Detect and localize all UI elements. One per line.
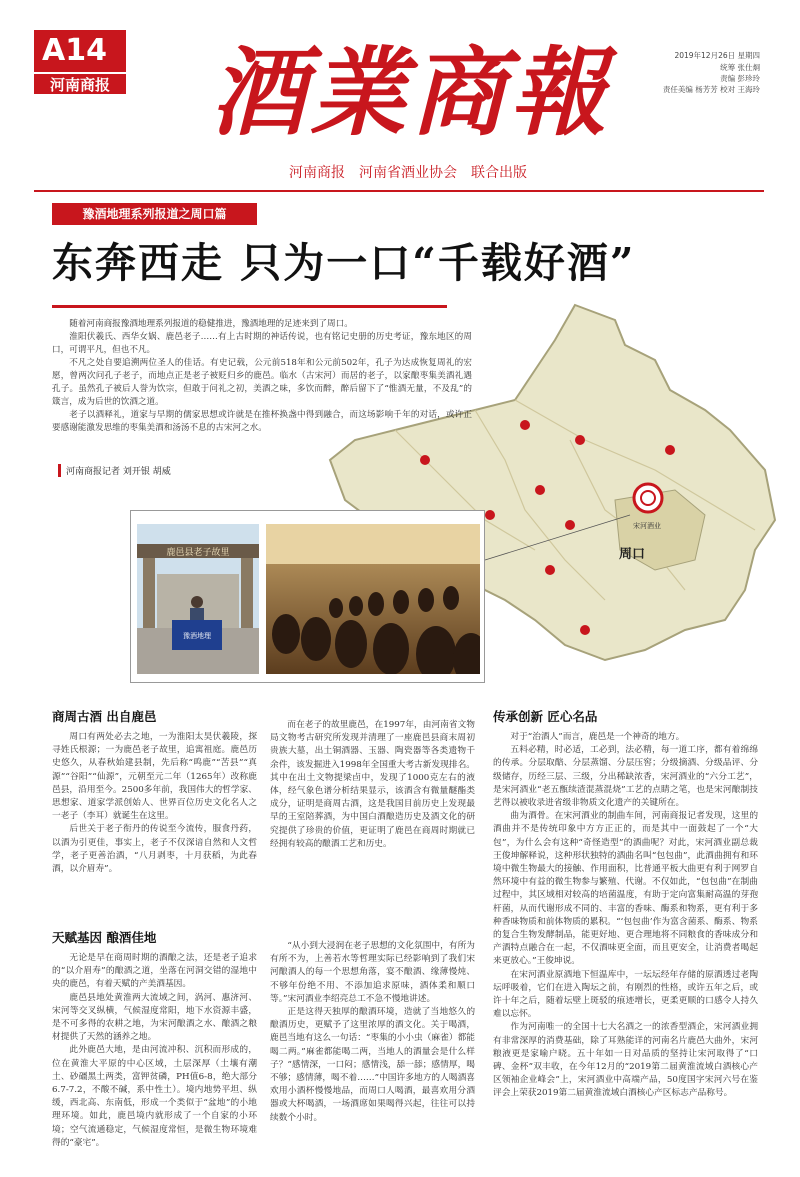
staff-line: 责任美编 杨芳芳 校对 王海玲	[662, 85, 760, 94]
publishers-line: 河南商报 河南省酒业协会 联合出版	[289, 165, 527, 181]
staff-line: 责编 彭珍玲	[720, 74, 760, 83]
city-marker	[420, 455, 430, 465]
page-number: A14	[34, 30, 126, 72]
intro-text	[52, 318, 472, 435]
banner-text: 豫酒地理	[183, 632, 211, 640]
city-marker	[545, 565, 555, 575]
photo-laozi-gate	[137, 524, 259, 674]
intro-paragraph: 不凡之处自要追溯两位圣人的佳话。有史记载，公元前518年和公元前502年，孔子为达成恢复周礼的宏愿，曾两次问孔子老子，而地点正是老子被贬归乡的鹿邑。临水（古宋河）而居的老子，以家酿枣集美酒礼遇孔子。虽然孔子被后人誉为饮宗，但敢于问礼之初，美酒之味，多饮而醉，醉后留下了“惟酒无量，不及乱”的箴言，成为后世的饮酒之道。	[52, 358, 472, 407]
paper-name-logo: 河南商报	[34, 72, 126, 94]
city-marker	[580, 625, 590, 635]
city-marker	[565, 520, 575, 530]
section-body	[52, 731, 257, 876]
paragraph: 此外鹿邑大地，是由河流冲积、沉积而形成的，位在黄淮大平原的中心区域，土层深厚（土壤有潮土、砂礓黑土两类，富钾贫磷，PH值6-8，绝大部分6.7-7.2，不酸不碱，系中性土）。境内地势平坦、纵缓，西北高、东南低，形成一个类似于“盆地”的小地理环境。如此，鹿邑境内就形成了一个自家的小环境；空气流通稳定，气候湿度常恒，是微生物环境难得的“豪宅”。	[52, 1045, 257, 1148]
brand-label: 宋河酒业	[633, 522, 661, 530]
section-title: 商周古酒 出自鹿邑	[52, 709, 157, 724]
section-body	[270, 940, 475, 1125]
paragraph: 作为河南唯一的全国十七大名酒之一的浓香型酒企，宋河酒业拥有非常深厚的消费基础，除了耳熟能详的河南名片鹿邑大曲外，宋河粮液更是家喻户晓。五十年如一日对品质的坚持让宋河取得了“口碑、金杯”双丰收，在今年12月的“2019第二届黄淮流域白酒核心产区领袖企业峰会”上，宋河酒业中高端产品，50度国字宋河六号在鉴评会上荣获2019第二届黄淮流域白酒核心产区标志产品称号。	[493, 1022, 758, 1099]
section-title: 传承创新 匠心名品	[493, 709, 598, 724]
section-body	[270, 719, 475, 851]
paragraph: 无论是早在商周时期的酒酿之法，还是老子追求的“以介眉寿”的酿酒之道，坐落在河洞交错的湿地中央的鹿邑，有着天赋的产美酒基因。	[52, 953, 257, 990]
gate-sign-text: 鹿邑县老子故里	[166, 548, 230, 558]
paragraph: “从小到大浸润在老子思想的文化氛围中，有所为有所不为，上善若水等哲理实际已经影响到了我们宋河酿酒人的每一个思想角落，宴不酿酒、缘薄慢炖、不够年份绝不用、不添加追求原味，酒体柔和顺口等。”宋河酒业李绍亮总工不急不慢地讲述。	[270, 941, 475, 1004]
staff-list	[640, 62, 760, 95]
songhe-logo	[634, 484, 662, 512]
section-body	[493, 731, 758, 1101]
intro-paragraph: 老子以酒释礼，道家与早期的儒家思想或许就是在推杯换盏中得到融合，而这场影响千年的对话，或许正要感谢能激发思维的枣集美酒和汤汤不息的古宋河之水。	[52, 410, 472, 433]
city-marker	[535, 485, 545, 495]
intro-paragraph: 淮阳伏羲氏、西华女娲、鹿邑老子……有上古时期的神话传说，也有铭记史册的历史考证，豫东地区的周口，可谓平凡，但也不凡。	[52, 332, 472, 355]
paragraph: 鹿邑县地处黄淮两大流域之间，涡河、惠济河、宋河等交叉纵横，气候湿度常阳，地下水资源丰盛，是不可多得的农耕之地，为宋河酿酒之水、酿酒之粮材提供了天然的涵养之地。	[52, 992, 257, 1043]
city-marker	[575, 435, 585, 445]
paragraph: 五料必精，时必适，工必到，法必精，每一道工序，都有着绵绵的传承。分层取醅、分层蒸馏、分层压窖；分级摘酒、分级品评、分级储存，历经三层、三级，分出稀缺浓香，宋河酒业的“六分工艺”，是宋河酒业“老五甑续渣混蒸混烧”工艺的点睛之笔，也是宋河酿制技艺得以被收录进省级非物质文化遗产的关键所在。	[493, 745, 758, 809]
masthead-title: 酒業商報	[210, 36, 610, 149]
photo-wine-cellar	[266, 524, 480, 674]
section-body	[52, 952, 257, 1150]
intro-paragraph: 随着河南商报豫酒地理系列报道的稳健推进，豫酒地理的足迹来到了周口。	[69, 319, 353, 329]
paragraph: 后世关于老子衔丹的传说至今流传，服食丹药，以酒为引更佳，事实上，老子不仅深谙自然和人文哲学，老子更善治酒，“八月剥枣，十月获稻，为此春酒，以介眉寿”。	[52, 824, 257, 875]
paragraph: 对于“治酒人”而言，鹿邑是一个神奇的地方。	[510, 732, 685, 742]
paragraph: 周口有两处必去之地，一为淮阳太昊伏羲陵，探寻姓氏根源；一为鹿邑老子故里，追寓祖庭。鹿邑历史悠久，从春秋始建县制，先后称“鸣鹿”“苦县”“真源”“谷阳”“仙源”，元朝至元二年（1265年）改称鹿邑县，沿用至今。2500多年前，我国伟大的哲学家、思想家、道家学派创始人、世界百位历史文化名人之一老子（李耳）就诞生在这里。	[52, 732, 257, 822]
city-marker	[485, 510, 495, 520]
issue-date: 2019年12月26日 星期四	[674, 51, 760, 60]
header-divider	[34, 190, 764, 192]
section-title: 天赋基因 酿酒佳地	[52, 930, 157, 945]
paragraph: 在宋河酒业原酒地下恒温库中，一坛坛经年存储的原酒透过老陶坛呼吸着，它们在进入陶坛之前，有刚烈的性格，或许五年之后，或许十年之后，随着坛壁上斑驳的痕迹增长，更柔更顺的口感令人持久难以忘怀。	[493, 969, 758, 1020]
paragraph: 曲为酒骨。在宋河酒业的制曲车间，河南商报记者发现，这里的酒曲并不是传统印象中方方正正的，而是其中一面鼓起了一个“大包”，为什么会有这种“奇怪造型”的酒曲呢？对此，宋河酒业副总裁王俊坤解释说，这种形状独特的酒曲名叫“包包曲”，此酒曲拥有和环境中微生物最大的接触、作用面积，比普通平板大曲更有利于网罗自然环境中有益的微生物参与繁殖、代谢。不仅如此，“包包曲”在制曲过程中，其区域相对较高的培菌温度，有助于定向富集耐高温的芽孢杆菌，从而代谢形成不同的、丰富的香味、酶系和物系，更有利于多种香味物质和前体物质的累积。“‘包包曲’作为富含菌系、酶系、物系的复合生物发酵制品，能更好地、更合理地将不同粮食的香味成分和产酒特点融合在一起，不仅酒味更全面，而且更安全，让消费者喝起来更放心。”王俊坤说。	[493, 811, 758, 967]
city-marker	[520, 420, 530, 430]
paragraph: 正是这得天独厚的酿酒环境，造就了当地悠久的酿酒历史，更赋予了这里浓厚的酒文化。关于喝酒，鹿邑当地有这么一句话：“枣集的小小虫（麻雀）都能喝二两。”麻雀都能喝二两，当地人的酒量会是什么样子？”感情深，一口闷；感情浅，舔一舔；感情厚，喝不够；感情薄，喝不着……”中国许多地方的人喝酒喜欢用小酒杯慢慢地品，而周口人喝酒，最喜欢用分酒器或大杯喝酒，一场酒席如果喝得兴起，往往可以持续数个小时。	[270, 1007, 475, 1123]
staff-line: 统筹 张仕炯	[720, 63, 760, 72]
series-tag: 豫酒地理系列报道之周口篇	[52, 203, 257, 225]
paragraph: 而在老子的故里鹿邑，在1997年，由河南省文物局文物考古研究所发现并清理了一座鹿邑县商末周初贵族大墓，出土铜酒器、玉器、陶瓷器等各类遗物千余件，该发掘进入1998年全国重大考古新发现排名。其中在出土文物提梁卣中，发现了1000克左右的液体，经气象色谱分析结果显示，该酒含有微量醚酯类成分，证明是商周古酒，这是我国目前历史上发现最早的王室陪葬酒，为中国白酒酿造历史及酒文化的研究提供了珍贵的价值，更证明了鹿邑在商周时期就已经拥有较高的酿酒工艺和历史。	[270, 720, 475, 849]
city-marker	[665, 445, 675, 455]
byline: 河南商报记者 刘开银 胡威	[58, 464, 358, 477]
headline: 东奔西走 只为一口“千载好酒”	[52, 239, 636, 287]
city-label: 周口	[619, 547, 646, 562]
